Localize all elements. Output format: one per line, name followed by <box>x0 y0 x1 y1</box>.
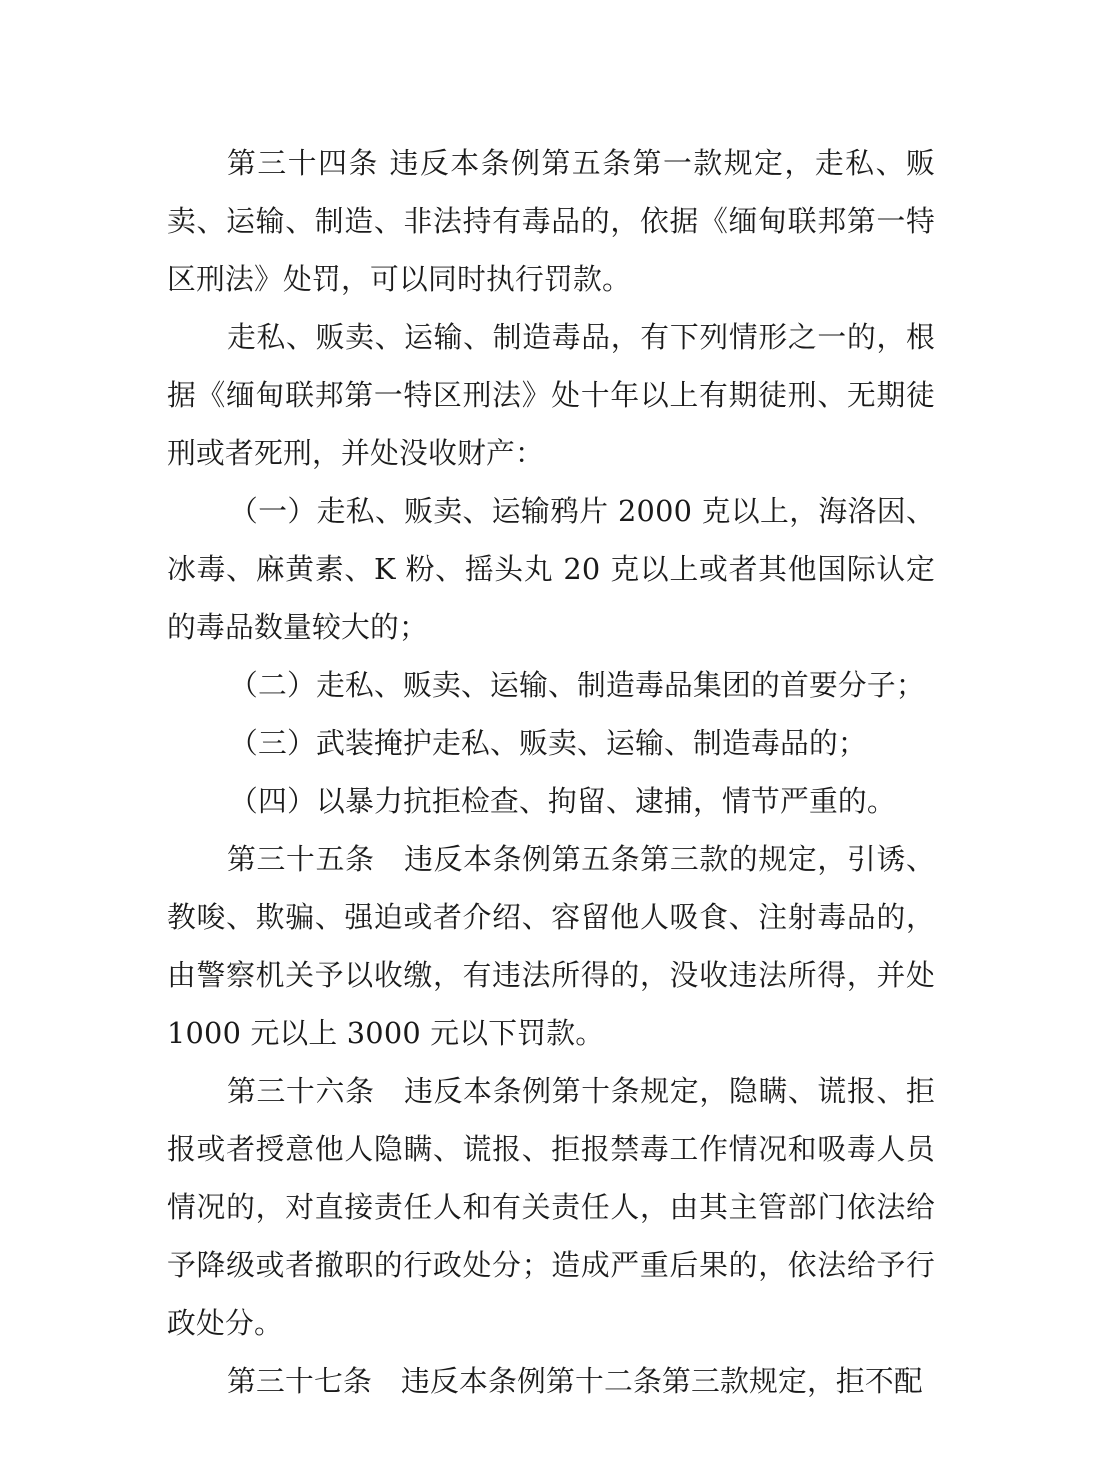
article-34-clause-2: 走私、贩卖、运输、制造毒品，有下列情形之一的，根据《缅甸联邦第一特区刑法》处十年以上有期徒刑、无期徒刑或者死刑，并处没收财产： <box>167 320 935 470</box>
list-item-1: （一）走私、贩卖、运输鸦片 2000 克以上，海洛因、冰毒、麻黄素、K 粉、摇头丸 20 克以上或者其他国际认定的毒品数量较大的； <box>167 494 935 644</box>
article-36-paragraph: 第三十六条 违反本条例第十条规定，隐瞒、谎报、拒报或者授意他人隐瞒、谎报、拒报禁毒工作情况和吸毒人员情况的，对直接责任人和有关责任人，由其主管部门依法给予降级或者撤职的行政处分；造成严重后果的，依法给予行政处分。 <box>167 1074 935 1340</box>
article-34-paragraph: 第三十四条 违反本条例第五条第一款规定，走私、贩卖、运输、制造、非法持有毒品的，依据《缅甸联邦第一特区刑法》处罚，可以同时执行罚款。 <box>167 146 935 296</box>
article-37-paragraph: 第三十七条 违反本条例第十二条第三款规定，拒不配 <box>227 1364 923 1398</box>
article-35-paragraph: 第三十五条 违反本条例第五条第三款的规定，引诱、教唆、欺骗、强迫或者介绍、容留他人吸食、注射毒品的，由警察机关予以收缴，有违法所得的，没收违法所得，并处 1000 元以上 3000 元以下罚款。 <box>167 842 945 1050</box>
document-body <box>167 134 945 1410</box>
list-item-3: （三）武装掩护走私、贩卖、运输、制造毒品的； <box>229 726 867 760</box>
list-item-4: （四）以暴力抗拒检查、拘留、逮捕，情节严重的。 <box>229 784 896 818</box>
list-item-2: （二）走私、贩卖、运输、制造毒品集团的首要分子； <box>229 668 925 702</box>
